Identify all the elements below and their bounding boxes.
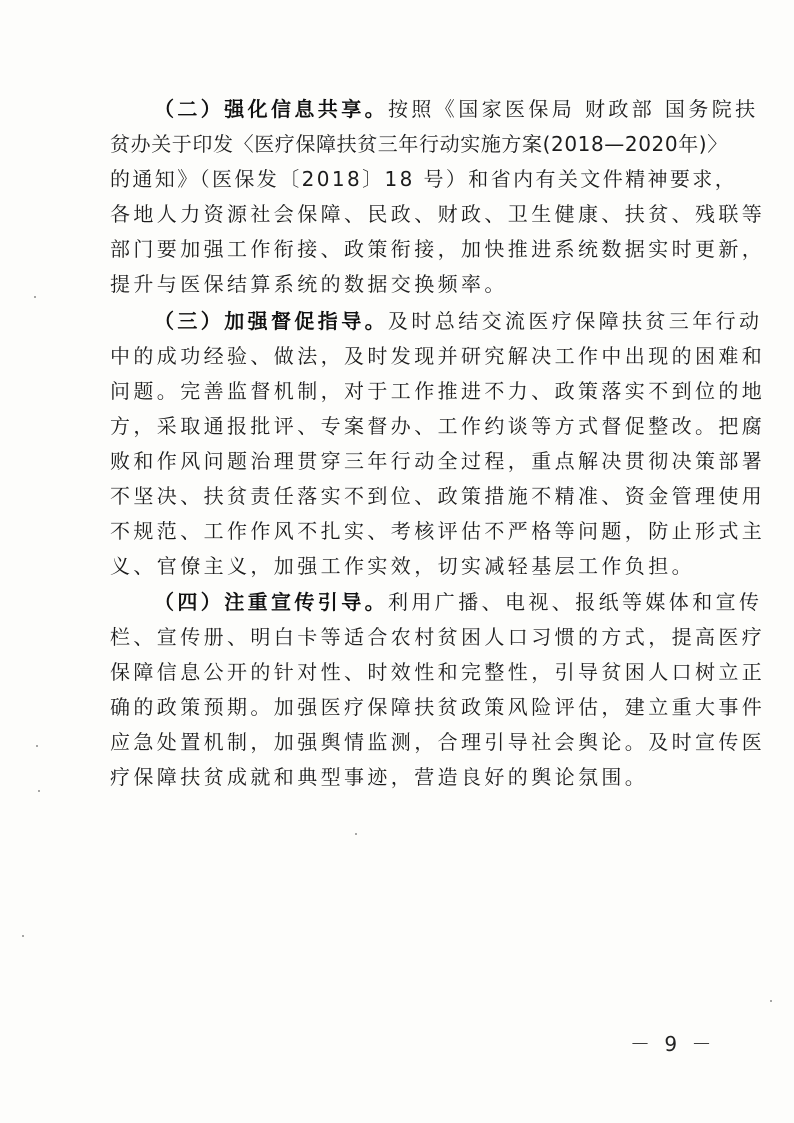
page-number: － 9 － <box>630 1032 716 1056</box>
scan-speck <box>22 935 24 937</box>
paragraph-line: 的通知》（医保发〔2018〕18 号）和省内有关文件精神要求， <box>110 167 738 191</box>
paragraph-line: 贫办关于印发〈医疗保障扶贫三年行动实施方案(2018—2020年)〉 <box>110 132 728 156</box>
paragraph-line: 提升与医保结算系统的数据交换频率。 <box>110 272 508 296</box>
paragraph-line: 疗保障扶贫成就和典型事迹，营造良好的舆论氛围。 <box>110 765 649 789</box>
scan-speck <box>38 790 40 792</box>
paragraph-line: 应急处置机制，加强舆情监测，合理引导社会舆论。及时宣传医 <box>110 730 766 754</box>
paragraph-line: 部门要加强工作衔接、政策衔接，加快推进系统数据实时更新， <box>110 237 766 261</box>
section-heading: （三）加强督促指导。 <box>154 309 388 333</box>
paragraph-text: 按照《国家医保局 财政部 国务院扶 <box>388 97 759 121</box>
paragraph-text: 利用广播、电视、报纸等媒体和宣传 <box>388 590 763 614</box>
section-publicity-guidance <box>110 585 766 795</box>
paragraph-text: 及时总结交流医疗保障扶贫三年行动 <box>388 309 763 333</box>
section-information-sharing <box>110 92 766 302</box>
paragraph-line: 不规范、工作作风不扎实、考核评估不严格等问题，防止形式主 <box>110 519 766 543</box>
scan-speck <box>355 833 357 835</box>
section-heading: （四）注重宣传引导。 <box>154 590 388 614</box>
paragraph-line <box>110 585 763 620</box>
paragraph-line <box>110 92 759 127</box>
paragraph-line: 问题。完善监督机制，对于工作推进不力、政策落实不到位的地 <box>110 379 766 403</box>
section-supervision-guidance <box>110 304 766 584</box>
section-heading: （二）强化信息共享。 <box>154 97 388 121</box>
scan-speck <box>770 1000 772 1002</box>
paragraph-line: 中的成功经验、做法，及时发现并研究解决工作中出现的困难和 <box>110 344 766 368</box>
paragraph-line: 义、官僚主义，加强工作实效，切实减轻基层工作负担。 <box>110 554 695 578</box>
scan-speck <box>36 745 38 747</box>
paragraph-line: 不坚决、扶贫责任落实不到位、政策措施不精准、资金管理使用 <box>110 484 766 508</box>
scan-speck <box>34 296 36 298</box>
paragraph-line: 各地人力资源社会保障、民政、财政、卫生健康、扶贫、残联等 <box>110 202 766 226</box>
paragraph-line: 栏、宣传册、明白卡等适合农村贫困人口习惯的方式，提高医疗 <box>110 625 766 649</box>
paragraph-line <box>110 304 763 339</box>
paragraph-line: 败和作风问题治理贯穿三年行动全过程，重点解决贯彻决策部署 <box>110 449 766 473</box>
paragraph-line: 方，采取通报批评、专案督办、工作约谈等方式督促整改。把腐 <box>110 414 766 438</box>
paragraph-line: 保障信息公开的针对性、时效性和完整性，引导贫困人口树立正 <box>110 660 766 684</box>
paragraph-line: 确的政策预期。加强医疗保障扶贫政策风险评估，建立重大事件 <box>110 695 766 719</box>
